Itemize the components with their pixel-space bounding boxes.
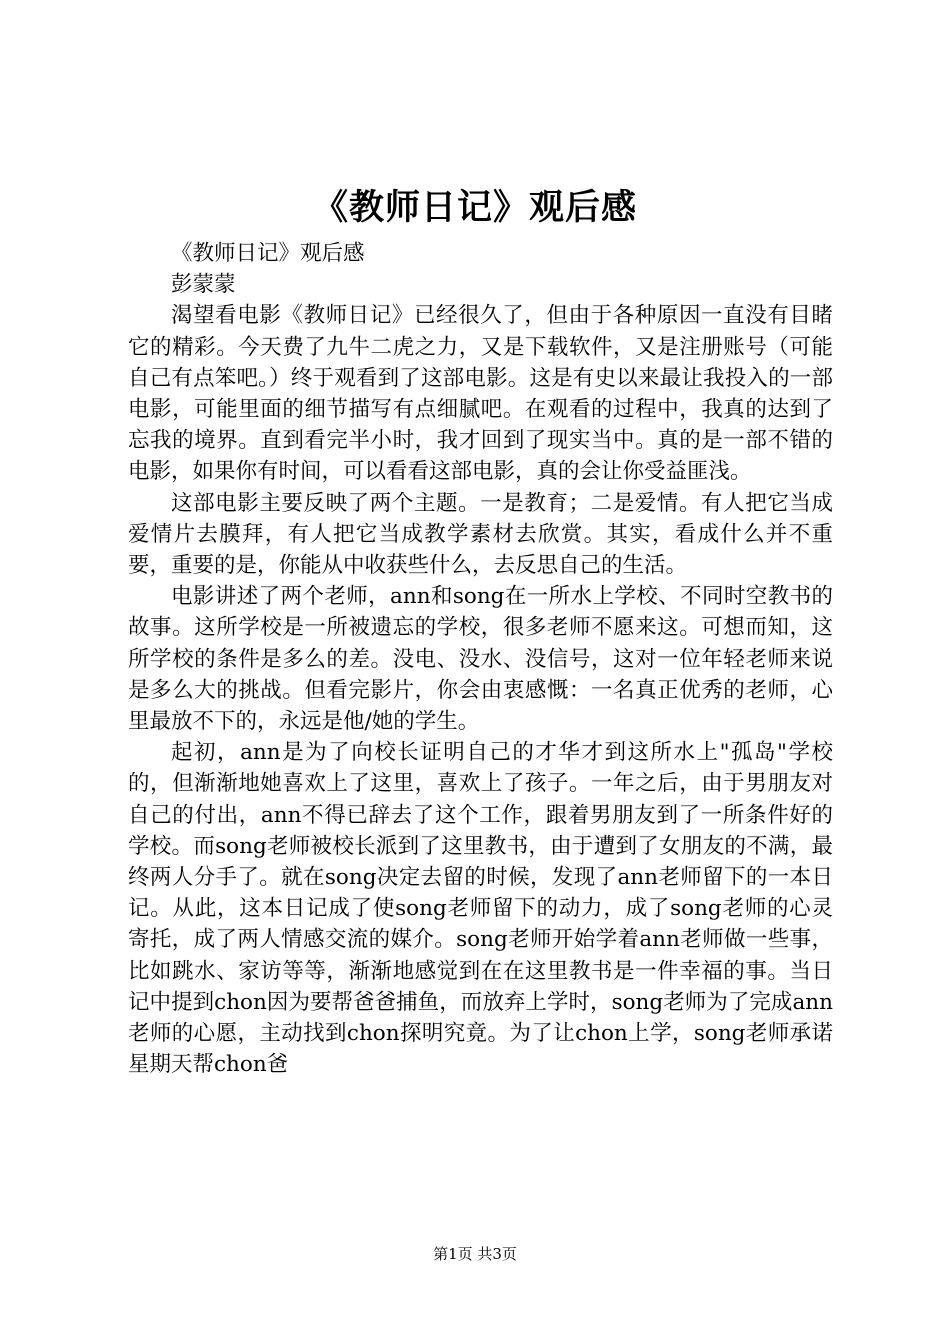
document-title: 《教师日记》观后感 <box>312 187 637 228</box>
page-footer: 第1页 共3页 <box>433 1245 517 1263</box>
body-paragraph: 这部电影主要反映了两个主题。一是教育；二是爱情。有人把它当成爱情片去膜拜，有人把它当成教学素材去欣赏。其实，看成什么并不重要，重要的是，你能从中收获些什么，去反思自己的生活。 <box>128 490 833 579</box>
author-paragraph: 彭蒙蒙 <box>171 272 236 298</box>
body-paragraph: 电影讲述了两个老师，ann和song在一所水上学校、不同时空教书的故事。这所学校是一所被遗忘的学校，很多老师不愿来这。可想而知，这所学校的条件是多么的差。没电、没水、没信号，这对一位年轻老师来说是多么大的挑战。但看完影片，你会由衷感慨：一名真正优秀的老师，心里最放不下的，永远是他/她的学生。 <box>128 584 833 735</box>
subtitle-paragraph: 《教师日记》观后感 <box>171 241 365 266</box>
body-paragraph: 渴望看电影《教师日记》已经很久了，但由于各种原因一直没有目睹它的精彩。今天费了九牛二虎之力，又是下载软件，又是注册账号（可能自己有点笨吧。）终于观看到了这部电影。这是有史以来最让我投入的一部电影，可能里面的细节描写有点细腻吧。在观看的过程中，我真的达到了忘我的境界。直到看完半小时，我才回到了现实当中。真的是一部不错的电影，如果你有时间，可以看看这部电影，真的会让你受益匪浅。 <box>128 303 833 485</box>
body-paragraph: 起初，ann是为了向校长证明自己的才华才到这所水上"孤岛"学校的，但渐渐地她喜欢上了这里，喜欢上了孩子。一年之后，由于男朋友对自己的付出，ann不得已辞去了这个工作，跟着男朋友到了一所条件好的学校。而song老师被校长派到了这里教书，由于遭到了女朋友的不满，最终两人分手了。就在song决定去留的时候，发现了ann老师留下的一本日记。从此，这本日记成了使song老师留下的动力，成了song老师的心灵寄托，成了两人情感交流的媒介。song老师开始学着ann老师做一些事，比如跳水、家访等等，渐渐地感觉到在在这里教书是一件幸福的事。当日记中提到chon因为要帮爸爸捕鱼，而放弃上学时，song老师为了完成ann老师的心愿，主动找到chon探明究竟。为了让chon上学，song老师承诺星期天帮chon爸 <box>128 740 833 1078</box>
document-body <box>128 238 833 1080</box>
